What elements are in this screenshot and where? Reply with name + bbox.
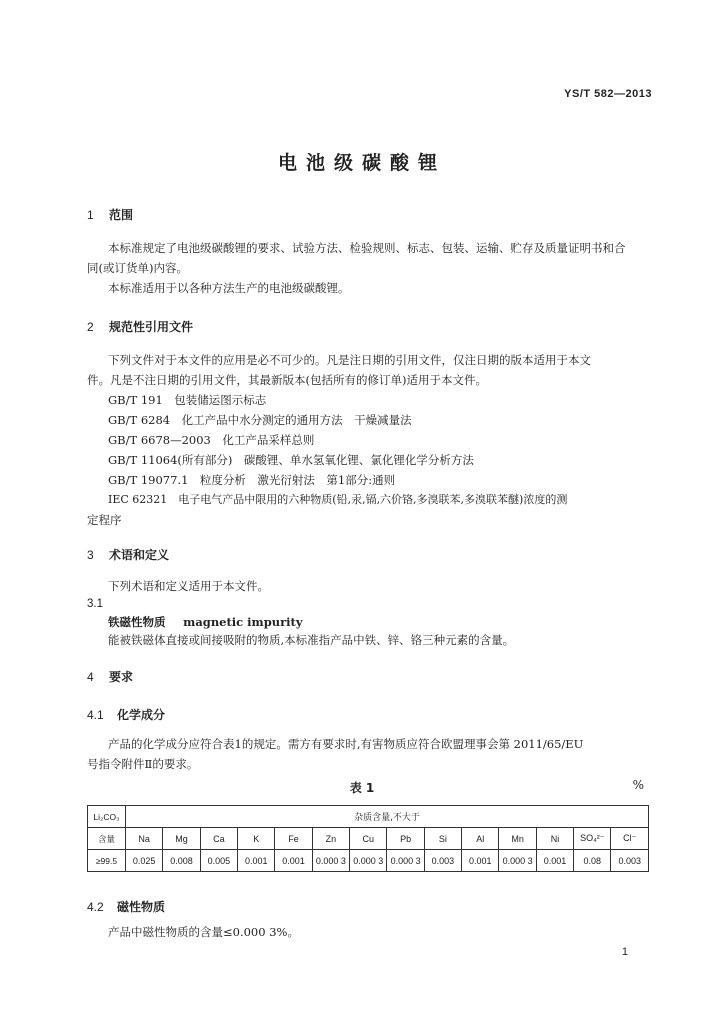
scope-paragraph-line1: 本标准规定了电池级碳酸锂的要求、试验方法、检验规则、标志、包装、运输、贮存及质量证明书和合 bbox=[108, 241, 626, 255]
chem-composition-line1: 产品的化学成分应符合表1的规定。需方有要求时,有害物质应符合欧盟理事会第 2011/65/EU bbox=[108, 737, 584, 751]
section-title: 要求 bbox=[109, 670, 134, 684]
section-3-heading bbox=[87, 546, 169, 563]
terms-intro: 下列术语和定义适用于本文件。 bbox=[108, 579, 269, 593]
section-number: 3 bbox=[87, 548, 94, 562]
table-header-cell: 含量 bbox=[88, 828, 126, 850]
table-cell: 0.000 3 bbox=[312, 850, 349, 872]
term-definition: 能被铁磁体直接或间接吸附的物质,本标准指产品中铁、锌、铬三种元素的含量。 bbox=[108, 633, 515, 647]
table-cell: 0.008 bbox=[163, 850, 200, 872]
table-cell: 0.005 bbox=[200, 850, 237, 872]
reference-item: GB/T 19077.1 粒度分析 激光衍射法 第1部分:通则 bbox=[108, 473, 396, 487]
table-cell: 0.001 bbox=[238, 850, 275, 872]
element-header: SO₄²⁻ bbox=[574, 828, 611, 850]
element-header: Mn bbox=[499, 828, 536, 850]
page-number: 1 bbox=[621, 946, 628, 958]
element-header: Ca bbox=[200, 828, 237, 850]
table-cell: 0.000 3 bbox=[350, 850, 387, 872]
table-cell: 0.003 bbox=[611, 850, 649, 872]
normative-intro-line2: 件。凡是不注日期的引用文件，其最新版本(包括所有的修订单)适用于本文件。 bbox=[87, 373, 487, 387]
section-2-heading bbox=[87, 318, 193, 335]
reference-item: GB/T 11064(所有部分) 碳酸锂、单水氢氧化锂、氯化锂化学分析方法 bbox=[108, 453, 474, 467]
chem-composition-line2: 号指令附件Ⅱ的要求。 bbox=[87, 757, 199, 771]
table-cell: 0.025 bbox=[126, 850, 163, 872]
section-title: 范围 bbox=[109, 208, 134, 222]
table-unit: % bbox=[632, 778, 644, 792]
table-header-cell: 杂质含量,不大于 bbox=[126, 806, 649, 828]
table-row bbox=[88, 850, 649, 872]
section-number: 1 bbox=[87, 208, 94, 222]
term-chinese: 铁磁性物质 bbox=[108, 615, 166, 629]
term-entry bbox=[108, 612, 303, 632]
table-header-cell: Li₂CO₃ bbox=[88, 806, 126, 828]
subsection-4-2-heading bbox=[87, 898, 165, 915]
section-number: 2 bbox=[87, 320, 94, 334]
chemical-composition-table bbox=[87, 805, 649, 872]
table-cell: 0.001 bbox=[462, 850, 499, 872]
element-header: K bbox=[238, 828, 275, 850]
table-caption: 表 1 bbox=[349, 781, 375, 795]
element-header: Na bbox=[126, 828, 163, 850]
term-english: magnetic impurity bbox=[183, 615, 303, 629]
reference-item: IEC 62321 电子电气产品中限用的六种物质(铅,汞,镉,六价铬,多溴联苯,多溴联苯醚)浓度的测 bbox=[108, 493, 568, 506]
scope-paragraph-line2: 同(或订货单)内容。 bbox=[87, 261, 188, 275]
element-header: Pb bbox=[387, 828, 424, 850]
section-title: 规范性引用文件 bbox=[109, 320, 194, 334]
subsection-title: 化学成分 bbox=[117, 708, 166, 722]
subsection-title: 磁性物质 bbox=[117, 900, 166, 914]
normative-intro-line1: 下列文件对于本文件的应用是必不可少的。凡是注日期的引用文件，仅注日期的版本适用于本文 bbox=[108, 353, 591, 367]
table-cell: 0.003 bbox=[424, 850, 461, 872]
standard-code: YS/T 582—2013 bbox=[564, 88, 652, 100]
table-header-row bbox=[88, 828, 649, 850]
table-header-row bbox=[88, 806, 649, 828]
table-cell: 0.001 bbox=[536, 850, 573, 872]
table-cell: 0.000 3 bbox=[387, 850, 424, 872]
element-header: Si bbox=[424, 828, 461, 850]
subsection-number: 4.2 bbox=[87, 900, 104, 914]
element-header: Cl⁻ bbox=[611, 828, 649, 850]
document-title: 电池级碳酸锂 bbox=[277, 152, 446, 174]
reference-item: GB/T 6284 化工产品中水分测定的通用方法 干燥减量法 bbox=[108, 413, 412, 427]
element-header: Fe bbox=[275, 828, 312, 850]
reference-item-continuation: 定程序 bbox=[87, 513, 122, 527]
table-cell: 0.001 bbox=[275, 850, 312, 872]
magnetic-content-requirement: 产品中磁性物质的含量≤0.000 3%。 bbox=[108, 925, 299, 939]
section-1-heading bbox=[87, 206, 133, 223]
element-header: Ni bbox=[536, 828, 573, 850]
element-header: Cu bbox=[350, 828, 387, 850]
table-cell: 0.000 3 bbox=[499, 850, 536, 872]
scope-applicability: 本标准适用于以各种方法生产的电池级碳酸锂。 bbox=[108, 281, 350, 295]
table-cell: 0.08 bbox=[574, 850, 611, 872]
element-header: Zn bbox=[312, 828, 349, 850]
element-header: Al bbox=[462, 828, 499, 850]
element-header: Mg bbox=[163, 828, 200, 850]
section-title: 术语和定义 bbox=[109, 548, 170, 562]
subsection-number: 4.1 bbox=[87, 708, 104, 722]
reference-item: GB/T 191 包装储运图示标志 bbox=[108, 393, 267, 407]
section-number: 4 bbox=[87, 670, 94, 684]
section-4-heading bbox=[87, 668, 133, 685]
reference-item: GB/T 6678—2003 化工产品采样总则 bbox=[108, 433, 315, 447]
subsection-4-1-heading bbox=[87, 706, 165, 723]
term-number: 3.1 bbox=[87, 598, 103, 610]
table-cell: ≥99.5 bbox=[88, 850, 126, 872]
